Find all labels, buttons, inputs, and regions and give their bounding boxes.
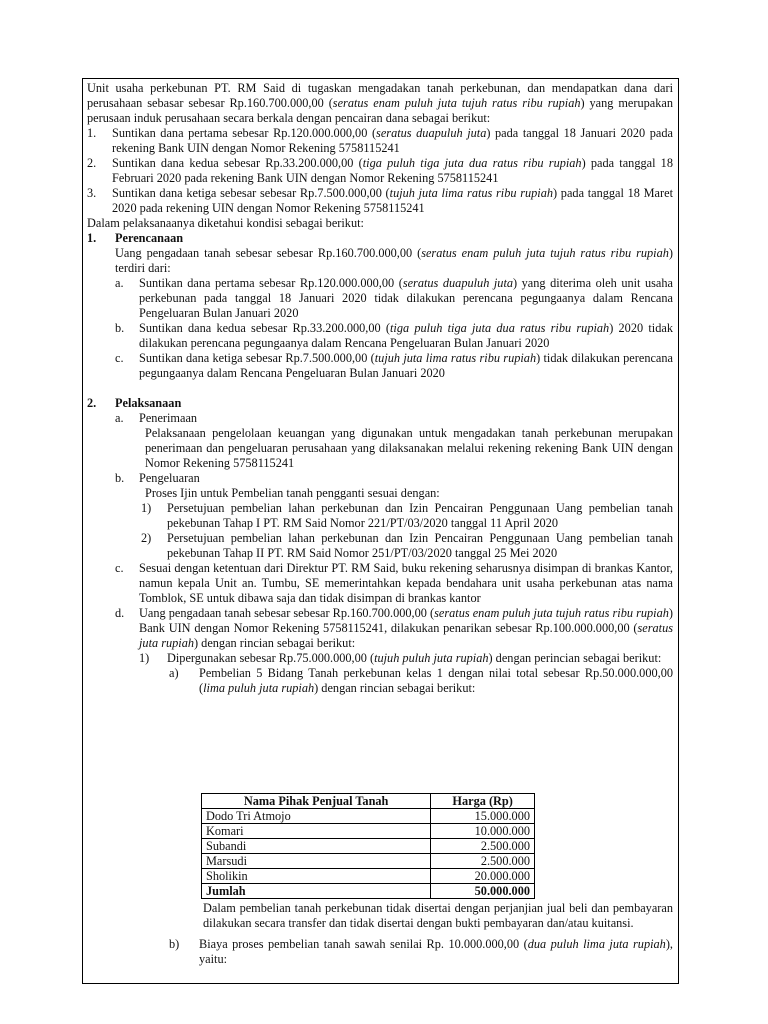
- condition-intro: Dalam pelaksanaanya diketahui kondisi sebagai berikut:: [87, 216, 364, 230]
- subsection-d1a-text: Pembelian 5 Bidang Tanah perkebunan kelas 1 dengan nilai total sebesar Rp.50.000.000,00 (lima puluh juta rupiah) dengan rincian sebagai berikut:: [199, 666, 673, 695]
- intro-text-end: ) yang merupakan perusaan induk perusahaan secara berkala dengan pencairan dana sebagai berikut:: [87, 96, 673, 125]
- subsection-penerimaan: a. Penerimaan: [115, 411, 198, 425]
- subsection-d1a: a) Pembelian 5 Bidang Tanah perkebunan kelas 1 dengan nilai total sebesar Rp.50.000.000,00 (lima puluh juta rupiah) dengan rincian sebagai berikut:: [169, 666, 673, 695]
- subsection-d: d. Uang pengadaan tanah sebesar sebesar Rp.160.700.000,00 (seratus enam puluh juta tujuh ratus ribu rupiah) Bank UIN dengan Nomor Rekening 5758115241, dilakukan penarikan sebesar Rp.100.000.000,00 (seratus juta rupiah) dengan rincian sebagai berikut:: [115, 606, 673, 650]
- subsection-c: c. Sesuai dengan ketentuan dari Direktur PT. RM Said, buku rekening seharusnya disimpan di brankas Kantor, namun kepala Unit an. Tumbu, SE memerintahkan kepada bendahara unit usaha perkebunan atas nama Tomblok, SE untuk dibawa saja dan tidak disimpan di brankas kantor: [115, 561, 673, 605]
- list-item: [87, 156, 673, 186]
- list-item: a. Suntikan dana pertama sebesar Rp.120.000.000,00 (seratus duapuluh juta) yang diterima oleh unit usaha perkebunan pada tanggal 18 Januari 2020 tidak dilakukan perencana pegungaanya dalam Rencana Pengeluaran Bulan Januari 2020: [115, 276, 673, 320]
- list-text: Suntikan dana pertama sebesar Rp.120.000.000,00 (seratus duapuluh juta) pada tanggal 18 Januari 2020 pada rekening Bank UIN dengan Nomor Rekening 5758115241: [112, 126, 673, 155]
- perencanaan-list: [115, 276, 673, 381]
- column-header-price: Harga (Rp): [431, 794, 535, 809]
- list-text: Suntikan dana kedua sebesar Rp.33.200.000,00 (tiga puluh tiga juta dua ratus ribu rupiah) 2020 tidak dilakukan perencana pegungaanya dalam Rencana Pengeluaran Bulan Januari 2020: [139, 321, 673, 350]
- list-number: 3.: [87, 186, 97, 200]
- section-heading-perencanaan: 1. Perencanaan: [87, 231, 184, 245]
- injection-list: [87, 126, 673, 216]
- total-value: 50.000.000: [431, 884, 535, 899]
- seller-table: [201, 793, 535, 899]
- intro-paragraph: [87, 81, 673, 126]
- seller-price: 2.500.000: [431, 839, 535, 854]
- list-text: Persetujuan pembelian lahan perkebunan dan Izin Pencairan Penggunaan Uang pembelian tanah pekebunan Tahap I PT. RM Said Nomor 221/PT/03/2020 tanggal 11 April 2020: [167, 501, 673, 530]
- document-body: [87, 81, 673, 696]
- subsection-c-text: Sesuai dengan ketentuan dari Direktur PT. RM Said, buku rekening seharusnya disimpan di brankas Kantor, namun kepala Unit an. Tumbu, SE memerintahkan kepada bendahara unit usaha perkebunan atas nama Tomblok, SE untuk dibawa saja dan tidak disimpan di brankas kantor: [139, 561, 673, 605]
- table-total-row: [202, 884, 535, 899]
- seller-name: Komari: [202, 824, 431, 839]
- seller-price: 20.000.000: [431, 869, 535, 884]
- seller-price: 2.500.000: [431, 854, 535, 869]
- intro-text: Unit usaha perkebunan PT. RM Said di tugaskan mengadakan tanah perkebunan, dan mendapatkan dana dari perusahaan sebasar sebesar Rp.160.700.000,00 (: [87, 81, 673, 110]
- list-item: 1) Persetujuan pembelian lahan perkebunan dan Izin Pencairan Penggunaan Uang pembelian tanah pekebunan Tahap I PT. RM Said Nomor 221/PT/03/2020 tanggal 11 April 2020: [141, 501, 673, 530]
- pengeluaran-list: [141, 501, 673, 561]
- section-heading-pelaksanaan: 2. Pelaksanaan: [87, 396, 182, 410]
- list-text: Suntikan dana kedua sebesar Rp.33.200.000,00 (tiga puluh tiga juta dua ratus ribu rupiah) pada tanggal 18 Februari 2020 pada rekening Bank UIN dengan Nomor Rekening 5758115241: [112, 156, 673, 185]
- table-row: [202, 869, 535, 884]
- subsection-d1-text: Dipergunakan sebesar Rp.75.000.000,00 (tujuh puluh juta rupiah) dengan perincian sebagai berikut:: [167, 651, 662, 665]
- subsection-d1b-text: Biaya proses pembelian tanah sawah senilai Rp. 10.000.000,00 (dua puluh lima juta rupiah), yaitu:: [199, 937, 673, 966]
- seller-name: Subandi: [202, 839, 431, 854]
- subsection-pengeluaran: b. Pengeluaran: [115, 471, 200, 485]
- subsection-d1b: b) Biaya proses pembelian tanah sawah senilai Rp. 10.000.000,00 (dua puluh lima juta rupiah), yaitu:: [169, 937, 673, 966]
- total-label: Jumlah: [202, 884, 431, 899]
- list-item: c. Suntikan dana ketiga sebesar Rp.7.500.000,00 (tujuh juta lima ratus ribu rupiah) tidak dilakukan perencana pegungaanya dalam Rencana Pengeluaran Bulan Januari 2020: [115, 351, 673, 380]
- list-text: Suntikan dana ketiga sebesar Rp.7.500.000,00 (tujuh juta lima ratus ribu rupiah) tidak dilakukan perencana pegungaanya dalam Rencana Pengeluaran Bulan Januari 2020: [139, 351, 673, 380]
- list-number: 2.: [87, 156, 97, 170]
- seller-name: Marsudi: [202, 854, 431, 869]
- document-body-after-table: [87, 901, 673, 967]
- penerimaan-text: Pelaksanaan pengelolaan keuangan yang digunakan untuk mengadakan tanah perkebunan merupakan penerimaan dan pengeluaran perusahaan yang dilaksanakan melalui rekening rekening Bank UIN dengan Nomor Rekening 5758115241: [145, 426, 673, 470]
- list-number: 1.: [87, 126, 97, 140]
- table-header-row: [202, 794, 535, 809]
- table-row: [202, 809, 535, 824]
- list-item: [87, 126, 673, 156]
- table-row: [202, 824, 535, 839]
- pengeluaran-text: Proses Ijin untuk Pembelian tanah pengganti sesuai dengan:: [145, 486, 440, 500]
- list-item: b. Suntikan dana kedua sebesar Rp.33.200.000,00 (tiga puluh tiga juta dua ratus ribu rupiah) 2020 tidak dilakukan perencana pegungaanya dalam Rencana Pengeluaran Bulan Januari 2020: [115, 321, 673, 350]
- column-header-seller: Nama Pihak Penjual Tanah: [202, 794, 431, 809]
- after-table-text: Dalam pembelian tanah perkebunan tidak disertai dengan perjanjian jual beli dan pembayaran dilakukan secara transfer dan tidak disertai dengan bukti pembayaran dan/atau kuitansi.: [203, 901, 673, 930]
- seller-name: Sholikin: [202, 869, 431, 884]
- intro-amount-words: seratus enam puluh juta tujuh ratus ribu rupiah: [332, 96, 581, 110]
- seller-name: Dodo Tri Atmojo: [202, 809, 431, 824]
- subsection-d1: 1) Dipergunakan sebesar Rp.75.000.000,00 (tujuh puluh juta rupiah) dengan perincian sebagai berikut:: [139, 651, 673, 666]
- table-row: [202, 854, 535, 869]
- document-frame: [82, 78, 679, 984]
- list-text: Persetujuan pembelian lahan perkebunan dan Izin Pencairan Penggunaan Uang pembelian tanah pekebunan Tahap II PT. RM Said Nomor 251/PT/03/2020 tanggal 25 Mei 2020: [167, 531, 673, 560]
- table-row: [202, 839, 535, 854]
- seller-price: 10.000.000: [431, 824, 535, 839]
- list-item: [87, 186, 673, 216]
- perencanaan-paragraph: Uang pengadaan tanah sebesar sebesar Rp.160.700.000,00 (seratus enam puluh juta tujuh ratus ribu rupiah) terdiri dari:: [115, 246, 673, 275]
- seller-price: 15.000.000: [431, 809, 535, 824]
- list-item: 2) Persetujuan pembelian lahan perkebunan dan Izin Pencairan Penggunaan Uang pembelian tanah pekebunan Tahap II PT. RM Said Nomor 251/PT/03/2020 tanggal 25 Mei 2020: [141, 531, 673, 560]
- subsection-d-text: Uang pengadaan tanah sebesar sebesar Rp.160.700.000,00 (seratus enam puluh juta tujuh ratus ribu rupiah) Bank UIN dengan Nomor Rekening 5758115241, dilakukan penarikan sebesar Rp.100.000.000,00 (seratus juta rupiah) dengan rincian sebagai berikut:: [139, 606, 673, 650]
- list-text: Suntikan dana pertama sebesar Rp.120.000.000,00 (seratus duapuluh juta) yang diterima oleh unit usaha perkebunan pada tanggal 18 Januari 2020 tidak dilakukan perencana pegungaanya dalam Rencana Pengeluaran Bulan Januari 2020: [139, 276, 673, 320]
- list-text: Suntikan dana ketiga sebesar sebesar Rp.7.500.000,00 (tujuh juta lima ratus ribu rupiah) pada tanggal 18 Maret 2020 pada rekening UIN dengan Nomor Rekening 5758115241: [112, 186, 673, 215]
